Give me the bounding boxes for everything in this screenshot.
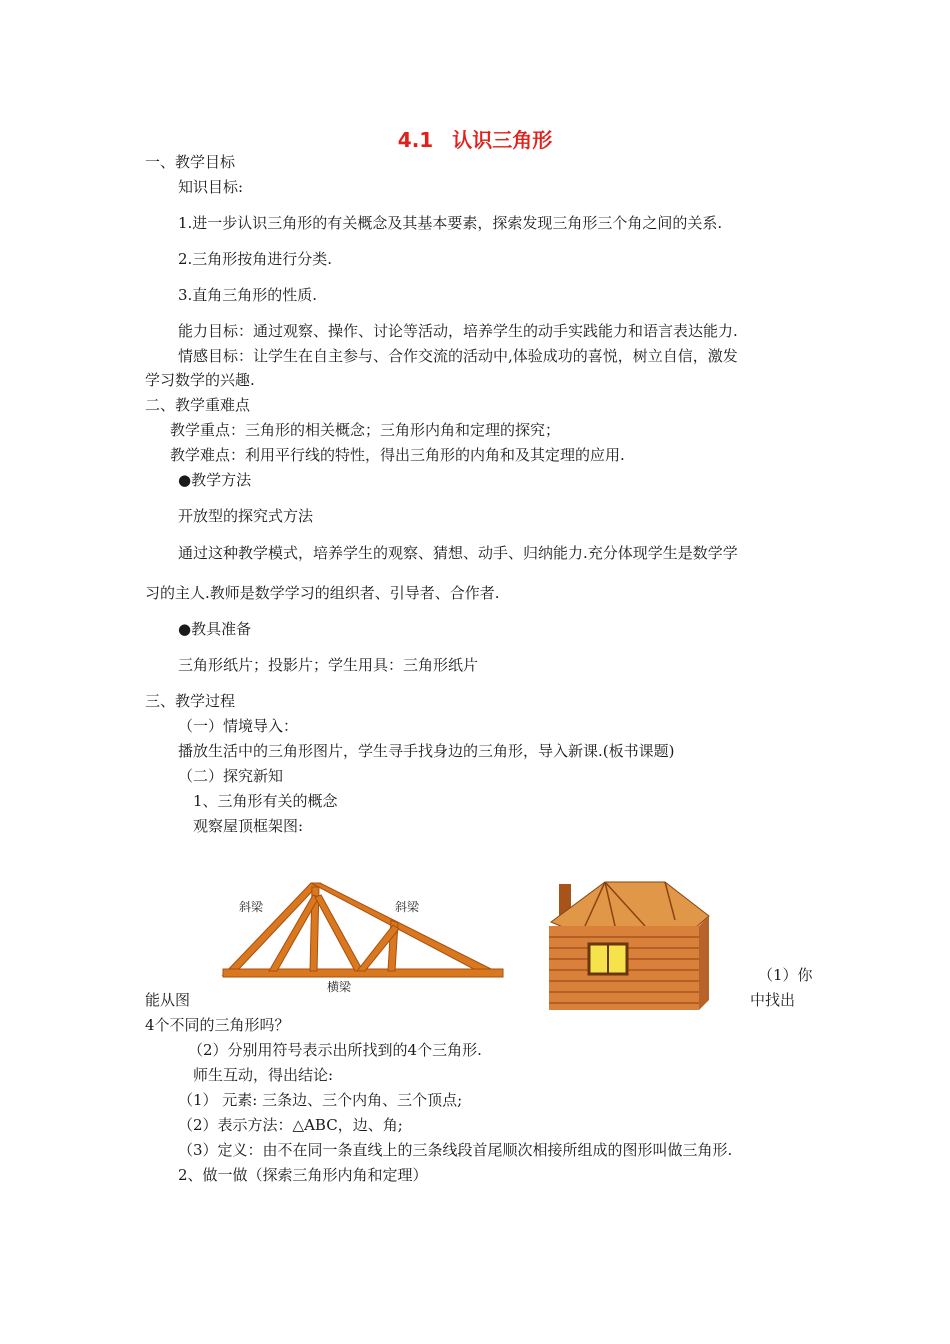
tools: 三角形纸片；投影片；学生用具：三角形纸片	[178, 656, 479, 674]
title-number: 4.1	[397, 128, 434, 152]
conclusion-3: （3）定义：由不在同一条直线上的三条线段首尾顺次相接所组成的图形叫做三角形.	[178, 1141, 733, 1159]
knowledge-item-1: 1.进一步认识三角形的有关概念及其基本要素，探索发现三角形三个角之间的关系.	[178, 214, 723, 232]
knowledge-label: 知识目标:	[178, 178, 244, 196]
question1-part-mid: 中找出	[750, 991, 796, 1009]
ability-goal: 能力目标：通过观察、操作、讨论等活动，培养学生的动手实践能力和语言表达能力.	[178, 322, 738, 340]
question1-part-right: （1）你	[758, 966, 813, 984]
tools-heading: ●教具准备	[178, 620, 252, 638]
section1-heading: 一、教学目标	[145, 153, 236, 171]
method: 开放型的探究式方法	[178, 507, 314, 525]
sub1-heading: 1、三角形有关的概念	[193, 792, 338, 810]
roof-truss-figure	[215, 875, 505, 1000]
key-point: 教学重点：三角形的相关概念；三角形内角和定理的探究；	[170, 421, 561, 439]
log-cabin-image	[545, 870, 715, 1010]
conclusion-2: （2）表示方法：△ABC，边、角;	[178, 1116, 403, 1134]
method-desc-line2: 习的主人.教师是数学学习的组织者、引导者、合作者.	[145, 584, 500, 602]
part2-heading: （二）探究新知	[178, 767, 284, 785]
title-text: 认识三角形	[452, 128, 553, 152]
question1-end: 4个不同的三角形吗？	[145, 1016, 290, 1034]
interaction-text: 师生互动，得出结论:	[193, 1066, 334, 1084]
truss-label-left: 斜梁	[239, 900, 264, 914]
emotion-goal-line1: 情感目标：让学生在自主参与、合作交流的活动中,体验成功的喜悦，树立自信，激发	[178, 347, 738, 365]
truss-left-rafter	[223, 883, 320, 975]
question1-part-left: 能从图	[145, 991, 191, 1009]
truss-label-right: 斜梁	[395, 900, 420, 914]
method-desc-line1: 通过这种教学模式，培养学生的观察、猜想、动手、归纳能力.充分体现学生是数学学	[178, 544, 738, 562]
sub2-heading: 2、做一做（探索三角形内角和定理）	[178, 1166, 428, 1184]
conclusion-1: （1） 元素: 三条边、三个内角、三个顶点;	[178, 1091, 463, 1109]
observe-text: 观察屋顶框架图:	[193, 817, 304, 835]
method-heading: ●教学方法	[178, 471, 252, 489]
part1-heading: （一）情境导入：	[178, 717, 299, 735]
section3-heading: 三、教学过程	[145, 692, 236, 710]
part1-text: 播放生活中的三角形图片，学生寻手找身边的三角形，导入新课.(板书课题)	[178, 742, 675, 760]
cabin-side-wall	[699, 916, 709, 1010]
truss-label-bottom: 横梁	[327, 980, 352, 994]
page-title	[0, 124, 950, 153]
section2-heading: 二、教学重难点	[145, 396, 251, 414]
cabin-roof	[551, 882, 709, 928]
difficulty: 教学难点：利用平行线的特性，得出三角形的内角和及其定理的应用.	[170, 446, 625, 464]
knowledge-item-3: 3.直角三角形的性质.	[178, 286, 318, 304]
question2: （2）分别用符号表示出所找到的4个三角形.	[188, 1041, 482, 1059]
knowledge-item-2: 2.三角形按角进行分类.	[178, 250, 333, 268]
emotion-goal-line2: 学习数学的兴趣.	[145, 371, 255, 389]
